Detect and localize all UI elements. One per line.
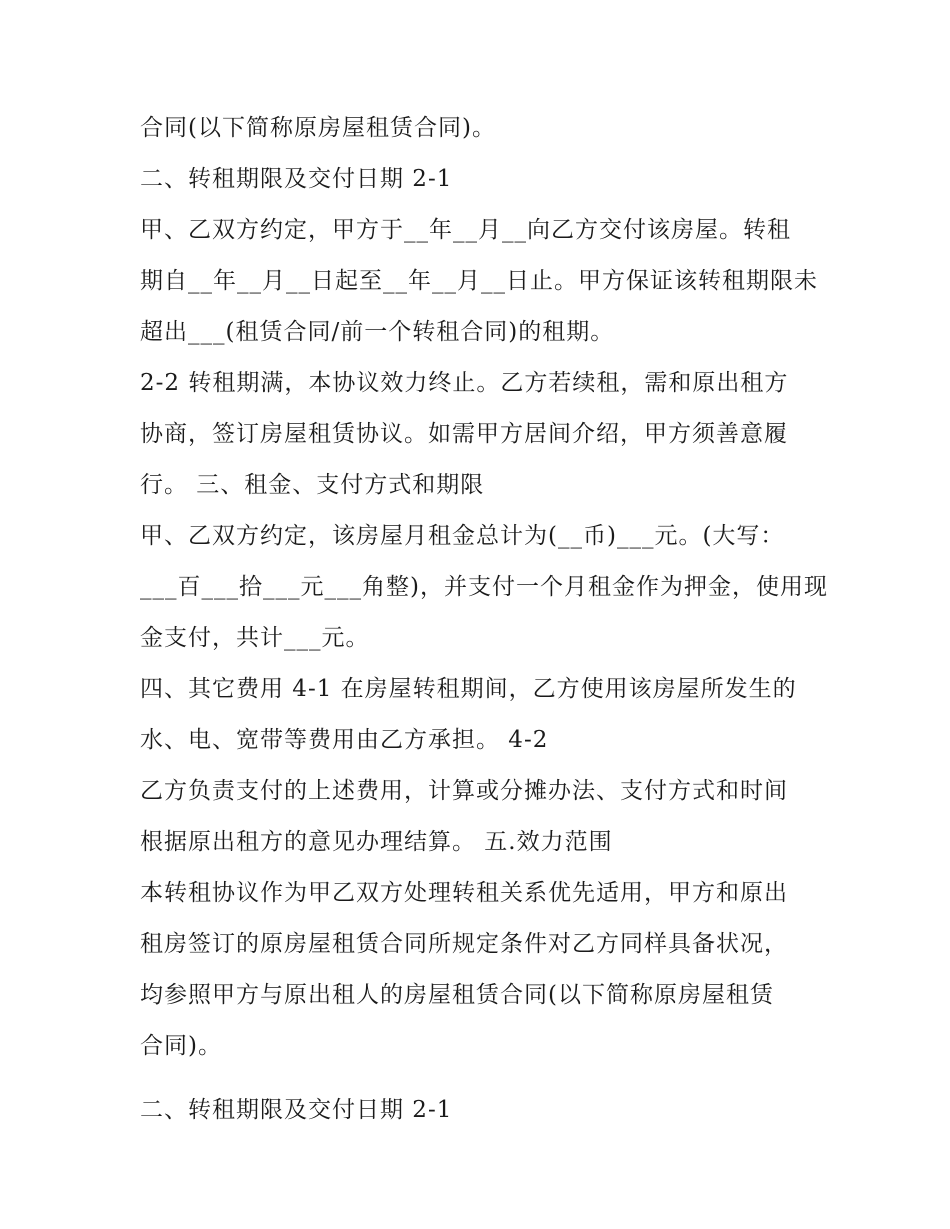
text-line: 本转租协议作为甲乙双方处理转租关系优先适用，甲方和原出	[140, 880, 788, 906]
text-line: 四、其它费用 4-1 在房屋转租期间，乙方使用该房屋所发生的	[140, 676, 797, 702]
text-line: 合同)。	[140, 1033, 222, 1059]
text-line: 超出___(租赁合同/前一个转租合同)的租期。	[140, 319, 615, 345]
document-body	[140, 103, 830, 1136]
text-line: 金支付，共计___元。	[140, 625, 370, 651]
text-line: 水、电、宽带等费用由乙方承担。 4-2	[140, 727, 549, 753]
text-line: 租房签订的原房屋租赁合同所规定条件对乙方同样具备状况，	[140, 931, 788, 957]
text-line: 甲、乙双方约定，该房屋月租金总计为(__币)___元。(大写：	[140, 523, 785, 549]
text-line: 均参照甲方与原出租人的房屋租赁合同(以下简称原房屋租赁	[140, 982, 774, 1008]
text-line: ___百___拾___元___角整)，并支付一个月租金作为押金，使用现	[140, 574, 828, 600]
text-line: 甲、乙双方约定，甲方于__年__月__向乙方交付该房屋。转租	[140, 217, 791, 243]
text-line: 乙方负责支付的上述费用，计算或分摊办法、支付方式和时间	[140, 778, 788, 804]
section-heading: 二、转租期限及交付日期 2-1	[140, 1097, 453, 1123]
text-line: 期自__年__月__日起至__年__月__日止。甲方保证该转租期限未	[140, 268, 818, 294]
section-heading: 二、转租期限及交付日期 2-1	[140, 166, 453, 192]
text-line: 行。 三、租金、支付方式和期限	[140, 472, 485, 498]
text-line: 根据原出租方的意见办理结算。 五.效力范围	[140, 829, 613, 855]
text-line: 2-2 转租期满，本协议效力终止。乙方若续租，需和原出租方	[140, 370, 789, 396]
text-line: 合同(以下简称原房屋租赁合同)。	[140, 115, 496, 141]
text-line: 协商，签订房屋租赁协议。如需甲方居间介绍，甲方须善意履	[140, 421, 788, 447]
